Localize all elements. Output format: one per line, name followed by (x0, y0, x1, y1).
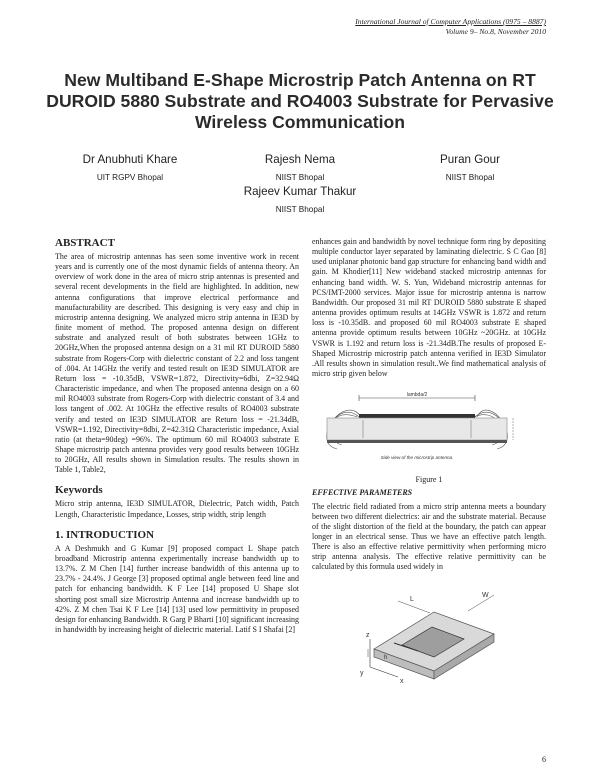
figure-1-caption: Figure 1 (415, 475, 443, 485)
author-block-1 (65, 153, 195, 183)
journal-name: International Journal of Computer Applications (0975 – 8887) (355, 17, 546, 26)
figure-1-label-top: lambda/2 (406, 392, 428, 399)
keywords-text: Micro strip antenna, IE3D SIMULATOR, Dielectric, Patch width, Patch Length, Characteristic Impedance, Losses, strip width, strip length (55, 499, 299, 519)
author-affiliation: UIT RGPV Bhopal (96, 173, 164, 182)
right-column (312, 237, 546, 687)
journal-header (355, 17, 546, 36)
author-affiliation: NIIST Bhopal (445, 173, 495, 182)
figure-2 (354, 579, 504, 687)
figure-2-label-W: W (482, 591, 489, 599)
journal-volume: Volume 9– No.8, November 2010 (445, 26, 546, 36)
figure-2-label-z: z (366, 631, 370, 639)
author-name: Rajesh Nema (264, 153, 336, 166)
paper-title: New Multiband E-Shape Microstrip Patch Antenna on RT DUROID 5880 Substrate and RO4003 Substrate for Pervasive Wireless Communication (46, 70, 554, 132)
microstrip-side-view-diagram (317, 387, 541, 471)
author-block-3 (405, 153, 535, 183)
page-number: 6 (542, 755, 546, 764)
author-name: Rajeev Kumar Thakur (243, 185, 357, 198)
introduction-text: A A Deshmukh and G Kumar [9] proposed compact L Shape patch broadband Microstrip antenna experimentally increase bandwidth up to 13.7%. Z M Chen [14] further increase bandwidth of this antenna up to 23.7% - 24.4%. J George [3] proposed optimal angle between feed line and patch for enhancing bandwidth. K F Lee [14] proposed U Shape slot shorting post small size Microstrip Antenna and increase bandwidth up to 42%. Z M chen Tsai K F Lee [14] [13] used low permittivity in proposed design for enhancing Bandwidth. R Garg P Bharti [10] significant increasing in handwidth by increasing height of dielectric material. Latif S I Shafai [2] (55, 543, 299, 634)
author-name: Dr Anubhuti Khare (82, 153, 178, 166)
abstract-heading: ABSTRACT (55, 237, 115, 249)
figure-2-label-L: L (410, 595, 414, 603)
author-block-2 (235, 153, 365, 183)
abstract-text: The area of microstrip antennas has seen some inventive work in recent years and is currently one of the most dynamic fields of antenna theory. An overview of work done in the area of micro strip antennas is presented and several recent developments in the field are highlighted. In addition, new antenna configurations that improve electrical performance and manufacturability are described. This designing is very easy and chip in microstrip antenna designing. We analyzed micro strip antenna in IE3D by finite moment of method. The proposed antenna design on different substrate and analyzed result of both substrates between 1GHz to 20GHz,When the proposed antenna design on a 31 mil RT DUROID 5880 substrate from Rogers-Corp with dielectric constant of 2.2 and loss tangent of .004. At 14GHz the verify and tested result on IE3D SIMULATOR are Return loss = -10.35dB, VSWR=1.872, Directivity=6dbi, Z=32.94Ω Characteristic impedance, and when The proposed antenna design on a 60 mil RO4003 substrate from Rogers-Corp with dielectric constant of 3.4 and loss tangent of .002. At 10GHz the effective results of RO4003 substrate verify and tested on IE3D SIMULATOR are Return loss = -21.34dB, VSWR=1.192, Directivity=8dbi, Z=42.31Ω Characteristic impedance, Axial ratio (at theta=90deg) =96%. The optimum 60 mil RO4003 substrate E Shape microstrip patch antenna provides very good results between 10GHz to 20GHz, All results shown in Simulation results. The results shown in Table 1, Table2, (55, 252, 299, 475)
keywords-heading: Keywords (55, 484, 103, 497)
microstrip-3d-diagram (354, 579, 504, 687)
figure-1 (317, 387, 541, 471)
figure-2-label-h: h (384, 654, 388, 661)
left-column (55, 237, 299, 635)
author-block-4 (220, 185, 380, 215)
author-name: Puran Gour (440, 153, 500, 166)
figure-1-label-bottom: Side view of the microstrip antenna. (380, 455, 454, 461)
figure-2-label-y: y (360, 669, 364, 677)
effective-parameters-text: The electric field radiated from a micro strip antenna meets a boundary between two different dielectrics: air and the substrate material. Because of the slight distortion of the field at the boundary, the patch can appear longer in an electrical sense. Thus we have an effective patch length. There is also an effective relative permittivity when performing micro strip antenna analysis. The effective relative permittivity can be calculated by this formula used widely in (312, 501, 546, 572)
introduction-heading: 1. INTRODUCTION (55, 528, 155, 541)
author-affiliation: NIIST Bhopal (275, 205, 325, 214)
figure-2-label-x: x (400, 677, 404, 685)
introduction-continued-text: enhances gain and bandwidth by novel technique form ring by depositing multiple conductor layer separated by laminating dielectric. S C Gao [8] used uniplanar photonic band gap structure for enhancing band width and gain. M Khodier[11] New wideband stacked microstrip antennas for enhancing band width. W. S. Yun, Wideband microstrip antennas for PCS/IMT-2000 services. Major issue for microstrip antenna is narrow Bandwidth. Our proposed 31 mil RT DUROID 5880 substrate E shaped antenna provides optimum results at 14GHz VSWR is 1.872 and return loss is -10.35dB. and proposed 60 mil RO4003 substrate E shaped antenna provide optimum results between 10GHz ~20GHz. at 10GHz VSWR is 1.192 and return loss is -21.34dB.The results of proposed E-Shaped Microstrip microstrip patch antenna verified in IE3D Simulator .All results shown in simulation result..We find mathematical analysis of micro strip given below (312, 237, 546, 379)
author-affiliation: NIIST Bhopal (275, 173, 325, 182)
effective-parameters-heading: EFFECTIVE PARAMETERS (312, 488, 413, 498)
